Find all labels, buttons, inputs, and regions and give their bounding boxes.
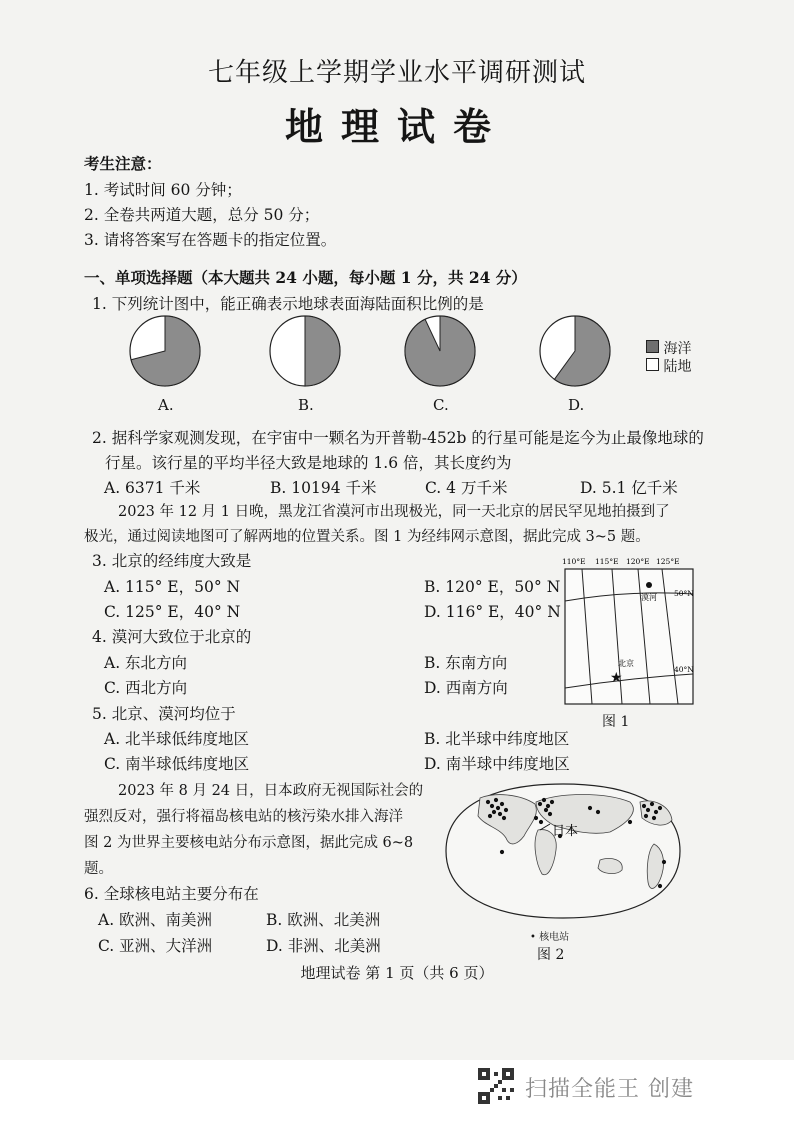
q3-option-c: C. 125° E，40° N	[104, 603, 241, 621]
q1-option-c: C.	[433, 396, 449, 414]
q4-stem: 4. 漠河大致位于北京的	[92, 628, 252, 646]
scanner-watermark: 扫描全能王 创建	[525, 1077, 694, 1102]
q4-option-a: A. 东北方向	[104, 654, 188, 672]
q1-pie-charts	[125, 314, 705, 394]
land-swatch	[646, 358, 659, 371]
nuclear-plant-dot	[628, 820, 632, 824]
japan-label: 日本	[552, 824, 579, 839]
figure1-graticule-map	[560, 554, 700, 706]
passage2-line2: 强烈反对，强行将福岛核电站的核污染水排入海洋	[84, 809, 403, 825]
q6-option-b: B. 欧洲、北美洲	[266, 911, 381, 929]
pie-chart-c	[405, 316, 475, 386]
q6-option-c: C. 亚洲、大洋洲	[98, 937, 213, 955]
nuclear-plant-dot	[488, 814, 492, 818]
nuclear-plant-dot	[546, 804, 550, 808]
nuclear-plant-dot	[498, 812, 502, 816]
legend-land-label: 陆地	[663, 359, 692, 375]
lon-label: 120°E	[626, 557, 650, 566]
lon-label: 125°E	[656, 557, 680, 566]
q6-option-a: A. 欧洲、南美洲	[98, 911, 213, 929]
nuclear-plant-dot	[550, 800, 554, 804]
passage2-line4: 题。	[84, 861, 113, 877]
notice-item: 1. 考试时间 60 分钟；	[84, 181, 242, 199]
legend-ocean-label: 海洋	[663, 341, 692, 357]
nuclear-plant-dot	[644, 814, 648, 818]
q5-option-b: B. 北半球中纬度地区	[424, 730, 570, 748]
nuclear-plant-dot	[658, 806, 662, 810]
passage2-line1: 2023 年 8 月 24 日，日本政府无视国际社会的	[118, 783, 424, 799]
q1-stem: 1. 下列统计图中，能正确表示地球表面海陆面积比例的是	[92, 295, 484, 313]
q3-option-d: D. 116° E，40° N	[424, 603, 561, 621]
legend-ocean	[646, 338, 691, 358]
figure2-world-map	[440, 778, 686, 924]
nuclear-plant-dot	[496, 806, 500, 810]
exam-subtitle: 七年级上学期学业水平调研测试	[207, 58, 586, 88]
nuclear-plant-dot	[588, 806, 592, 810]
q4-option-d: D. 西南方向	[424, 679, 508, 697]
q1-option-a: A.	[158, 396, 174, 414]
nuclear-plant-dot	[538, 802, 542, 806]
nuclear-plant-dot	[650, 802, 654, 806]
qr-code-icon	[478, 1068, 514, 1104]
q5-option-c: C. 南半球低纬度地区	[104, 755, 250, 773]
nuclear-plant-dot	[544, 808, 548, 812]
nuclear-plant-dot	[500, 802, 504, 806]
lon-label: 115°E	[595, 557, 619, 566]
nuclear-plant-dot	[654, 810, 658, 814]
nuclear-plant-dot	[486, 800, 490, 804]
nuclear-plant-dot	[504, 808, 508, 812]
figure2-legend: • 核电站	[530, 932, 570, 943]
continent-shape	[598, 858, 622, 873]
nuclear-plant-dot	[500, 850, 504, 854]
q2-option-b: B. 10194 千米	[270, 479, 377, 497]
legend-land	[646, 356, 691, 376]
nuclear-plant-dot	[662, 860, 666, 864]
pie-chart-a	[130, 316, 200, 386]
beijing-label: 北京	[618, 659, 634, 668]
q4-option-b: B. 东南方向	[424, 654, 508, 672]
q2-option-a: A. 6371 千米	[104, 479, 201, 497]
section-heading: 一、单项选择题（本大题共 24 小题，每小题 1 分，共 24 分）	[84, 268, 527, 287]
figure2-caption: 图 2	[537, 947, 565, 963]
nuclear-plant-dot	[646, 808, 650, 812]
q5-option-d: D. 南半球中纬度地区	[424, 755, 570, 773]
notice-item: 3. 请将答案写在答题卡的指定位置。	[84, 231, 337, 249]
pie-slice-ocean	[405, 316, 475, 386]
lon-label: 110°E	[562, 557, 586, 566]
mohe-label: 漠河	[641, 593, 657, 602]
mohe-point	[646, 582, 652, 588]
nuclear-plant-dot	[548, 812, 552, 816]
nuclear-plant-dot	[494, 798, 498, 802]
pie-chart-d	[540, 316, 610, 386]
exam-title: 地理试卷	[284, 105, 509, 149]
nuclear-plant-dot	[596, 810, 600, 814]
notice-heading: 考生注意：	[84, 154, 162, 173]
nuclear-plant-dot	[534, 816, 538, 820]
q2-option-d: D. 5.1 亿千米	[580, 479, 678, 497]
nuclear-plant-dot	[539, 820, 543, 824]
q5-option-a: A. 北半球低纬度地区	[104, 730, 250, 748]
nuclear-plant-dot	[502, 816, 506, 820]
lat-label: 40°N	[674, 665, 694, 674]
q6-stem: 6. 全球核电站主要分布在	[84, 885, 259, 903]
figure1-caption: 图 1	[602, 714, 630, 730]
q2-stem-line1: 2. 据科学家观测发现，在宇宙中一颗名为开普勒-452b 的行星可能是迄今为止最像地球的	[92, 429, 704, 447]
q1-option-d: D.	[568, 396, 585, 414]
q3-option-a: A. 115° E，50° N	[104, 578, 241, 596]
nuclear-plant-dot	[658, 884, 662, 888]
passage1-line2: 极光，通过阅读地图可了解两地的位置关系。图 1 为经纬网示意图，据此完成 3~5 题。	[84, 529, 650, 545]
nuclear-plant-dot	[542, 798, 546, 802]
notice-item: 2. 全卷共两道大题，总分 50 分；	[84, 206, 320, 224]
nuclear-plant-dot	[642, 804, 646, 808]
q6-option-d: D. 非洲、北美洲	[266, 937, 381, 955]
q3-stem: 3. 北京的经纬度大致是	[92, 552, 252, 570]
ocean-swatch	[646, 340, 659, 353]
nuclear-plant-dot	[492, 810, 496, 814]
lat-label: 50°N	[674, 589, 694, 598]
q2-stem-line2: 行星。该行星的平均半径大致是地球的 1.6 倍，其长度约为	[105, 454, 512, 472]
pie-slice-ocean	[305, 316, 340, 386]
q1-option-b: B.	[298, 396, 314, 414]
nuclear-plant-dot	[652, 816, 656, 820]
q4-option-c: C. 西北方向	[104, 679, 188, 697]
q5-stem: 5. 北京、漠河均位于	[92, 705, 236, 723]
passage1-line1: 2023 年 12 月 1 日晚，黑龙江省漠河市出现极光，同一天北京的居民罕见地拍摄到了	[118, 504, 670, 520]
pie-chart-b	[270, 316, 340, 386]
q2-option-c: C. 4 万千米	[425, 479, 508, 497]
beijing-star-icon: ★	[610, 670, 623, 686]
q3-option-b: B. 120° E，50° N	[424, 578, 561, 596]
passage2-line3: 图 2 为世界主要核电站分布示意图，据此完成 6~8	[84, 835, 414, 851]
page-footer: 地理试卷 第 1 页（共 6 页）	[300, 964, 494, 982]
nuclear-plant-dot	[490, 804, 494, 808]
